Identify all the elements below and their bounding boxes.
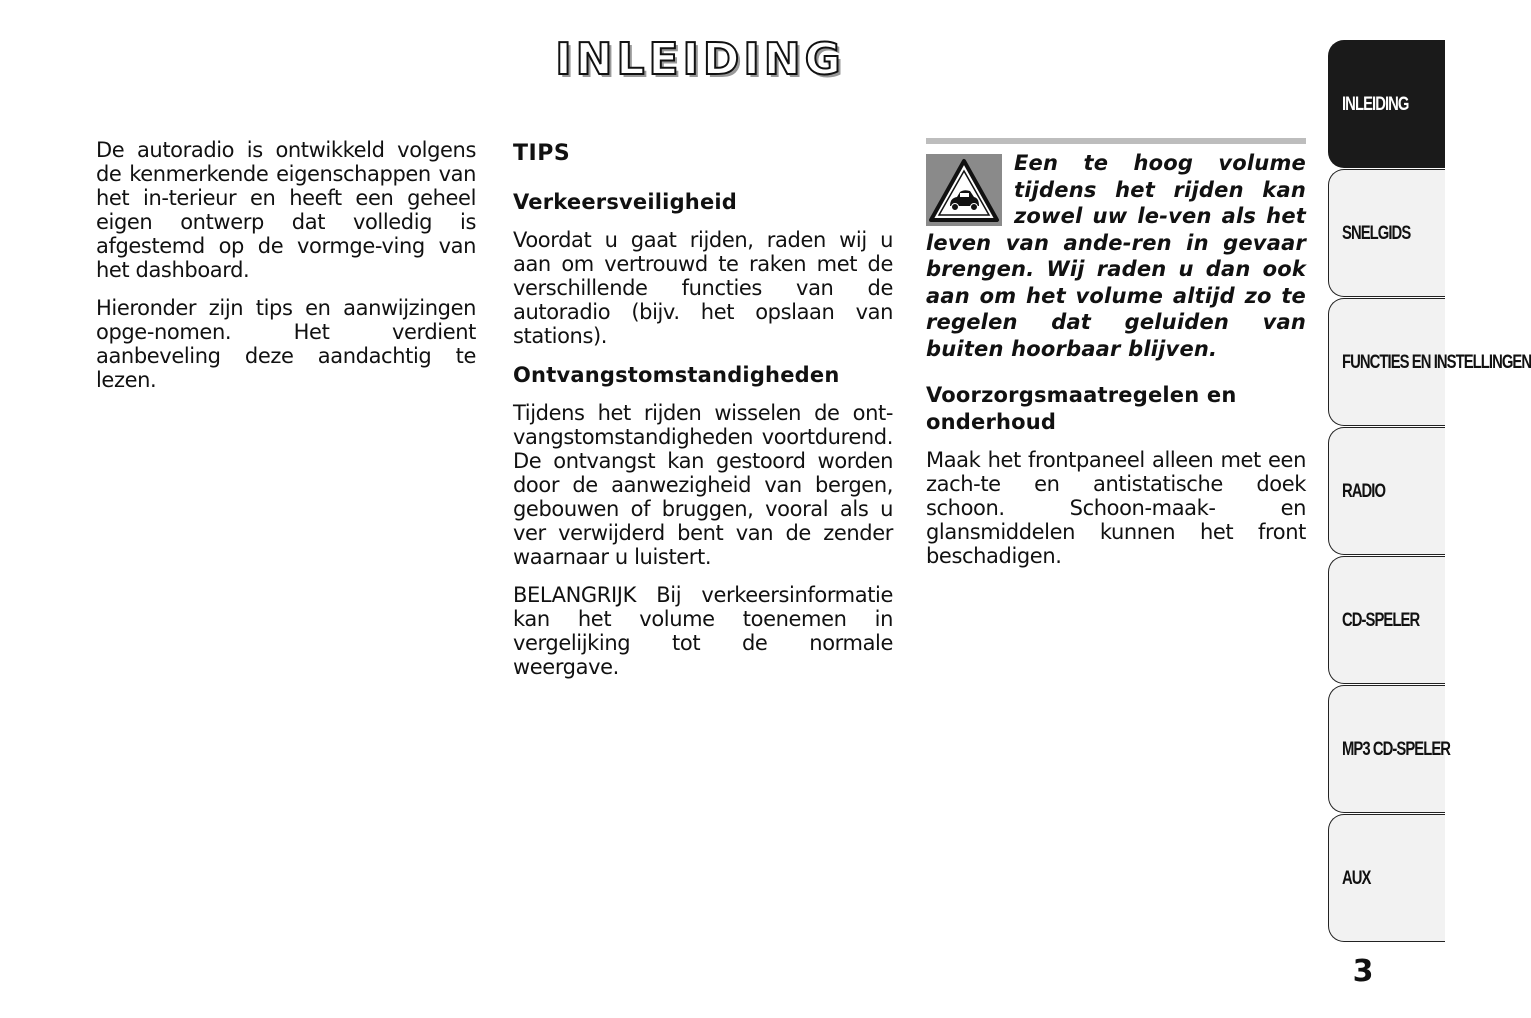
car-warning-triangle-icon (926, 154, 1002, 226)
tab-cd-speler[interactable] (1328, 556, 1445, 684)
page-number: 3 (1352, 954, 1374, 989)
traffic-safety-paragraph: Voordat u gaat rijden, raden wij u aan om vertrouwd te raken met de verschillende functies van de autoradio (bijv. het opslaan van stations). (513, 228, 893, 348)
chapter-tabs (1328, 40, 1531, 943)
tab-functies-en-instellingen[interactable] (1328, 298, 1531, 426)
tab-aux[interactable] (1328, 814, 1445, 942)
warning-triangle-svg (926, 154, 1002, 226)
reception-heading: Ontvangstomstandigheden (513, 363, 840, 387)
tab-mp3-cd-speler[interactable] (1328, 685, 1451, 813)
tab-label: CD-SPELER (1342, 609, 1420, 631)
warning-box (926, 138, 1306, 362)
tab-radio[interactable] (1328, 427, 1445, 555)
tab-label: AUX (1342, 867, 1371, 889)
important-paragraph: BELANGRIJK Bij verkeersinformatie kan het volume toenemen in vergelijking tot de normale weergave. (513, 583, 893, 679)
tips-column (513, 138, 893, 693)
traffic-safety-heading: Verkeersveiligheid (513, 190, 738, 214)
tips-heading: TIPS (513, 141, 571, 166)
tab-snelgids[interactable] (1328, 169, 1445, 297)
maintenance-heading: Voorzorgsmaatregelen en onderhoud (926, 383, 1237, 434)
tab-label: FUNCTIES EN INSTELLINGEN (1342, 351, 1531, 373)
warning-text: Een te hoog volume tijdens het rijden kan zowel uw le-ven als het leven van ande-ren in gevaar brengen. Wij raden u dan ook aan om het volume altijd zo te regelen dat geluiden van buiten hoorbaar blijven. (926, 151, 1306, 361)
tab-inleiding[interactable] (1328, 40, 1445, 168)
tab-label: INLEIDING (1342, 93, 1409, 115)
tab-label: SNELGIDS (1342, 222, 1411, 244)
intro-paragraph-2: Hieronder zijn tips en aanwijzingen opge-nomen. Het verdient aanbeveling deze aandachtig te lezen. (96, 296, 476, 392)
warning-column (926, 138, 1306, 582)
tab-label: RADIO (1342, 480, 1386, 502)
intro-paragraph-1: De autoradio is ontwikkeld volgens de kenmerkende eigenschappen van het in-terieur en heeft een geheel eigen ontwerp dat volledig is afgestemd op de vormge-ving van het dashboard. (96, 138, 476, 282)
intro-column (96, 138, 476, 406)
tab-label: MP3 CD-SPELER (1342, 738, 1451, 760)
maintenance-paragraph: Maak het frontpaneel alleen met een zach-te en antistatische doek schoon. Schoon-maak- en glansmiddelen kunnen het front beschadigen. (926, 448, 1306, 568)
page-title: INLEIDING (555, 34, 845, 85)
reception-paragraph: Tijdens het rijden wisselen de ont-vangstomstandigheden voortdurend. De ontvangst kan gestoord worden door de aanwezigheid van bergen, gebouwen of bruggen, vooral als u ver verwijderd bent van de zender waarnaar u luistert. (513, 401, 893, 569)
